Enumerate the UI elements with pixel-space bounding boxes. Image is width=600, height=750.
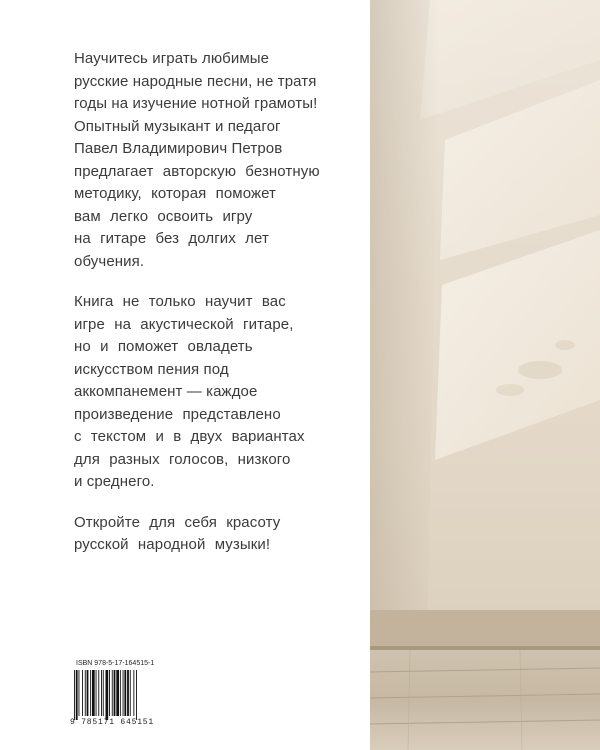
text-line: предлагает авторскую безнотную <box>74 162 320 180</box>
barcode-bar <box>101 670 102 716</box>
barcode-bar <box>74 670 75 720</box>
text-line: вам легко освоить игру <box>74 207 253 225</box>
text-line: аккомпанемент — каждое <box>74 383 258 400</box>
text-line: Откройте для себя красоту <box>74 513 281 531</box>
barcode-bar <box>98 670 99 716</box>
barcode-bar <box>109 670 110 716</box>
barcode-bar <box>116 670 119 716</box>
barcode-bar <box>133 670 134 716</box>
text-line: методику, которая поможет <box>74 185 277 202</box>
text-line: Опытный музыкант и педагог <box>74 117 281 135</box>
blurb-text <box>74 48 374 575</box>
text-line: Научитесь играть любимые <box>74 50 270 67</box>
barcode-bar <box>127 670 129 716</box>
paragraph-3 <box>74 512 374 557</box>
text-line: обучения. <box>74 252 145 270</box>
barcode-bar <box>114 670 116 716</box>
barcode-bar <box>82 670 83 716</box>
isbn-number: ISBN 978-5-17-164515-1 <box>76 660 155 667</box>
text-line: произведение представлено <box>74 405 281 423</box>
barcode-bar <box>112 670 113 716</box>
text-line: искусством пения под <box>74 360 229 378</box>
text-line: Книга не только научит вас <box>74 293 286 310</box>
barcode-bar <box>130 670 131 716</box>
barcode-bar <box>79 670 80 716</box>
barcode-bar <box>92 670 95 716</box>
barcode-bar <box>76 670 78 720</box>
text-line: но и поможет овладеть <box>74 338 253 355</box>
barcode-bar <box>124 670 126 716</box>
barcode-bar <box>120 670 121 716</box>
barcode-bar <box>106 670 109 720</box>
barcode-bar <box>90 670 91 716</box>
text-line: для разных голосов, низкого <box>74 450 291 468</box>
paragraph-1 <box>74 48 374 273</box>
text-line: с текстом и в двух вариантах <box>74 428 305 445</box>
text-line: игре на акустической гитаре, <box>74 315 294 333</box>
text-line: и среднего. <box>74 473 155 490</box>
window-light-on-wall-image <box>370 0 600 750</box>
barcode-bar <box>87 670 89 716</box>
barcode-bar <box>123 670 124 716</box>
paragraph-2 <box>74 291 374 494</box>
barcode-digits: 9 785171 645151 <box>70 718 155 727</box>
barcode-bar <box>85 670 86 716</box>
barcode-bar <box>136 670 137 720</box>
text-line: на гитаре без долгих лет <box>74 230 269 247</box>
text-line: русской народной музыки! <box>74 536 271 553</box>
text-line: русские народные песни, не тратя <box>74 72 317 90</box>
barcode-bar <box>103 670 104 716</box>
barcode-bar <box>96 670 97 716</box>
text-line: годы на изучение нотной грамоты! <box>74 95 318 112</box>
text-line: Павел Владимирович Петров <box>74 140 283 157</box>
